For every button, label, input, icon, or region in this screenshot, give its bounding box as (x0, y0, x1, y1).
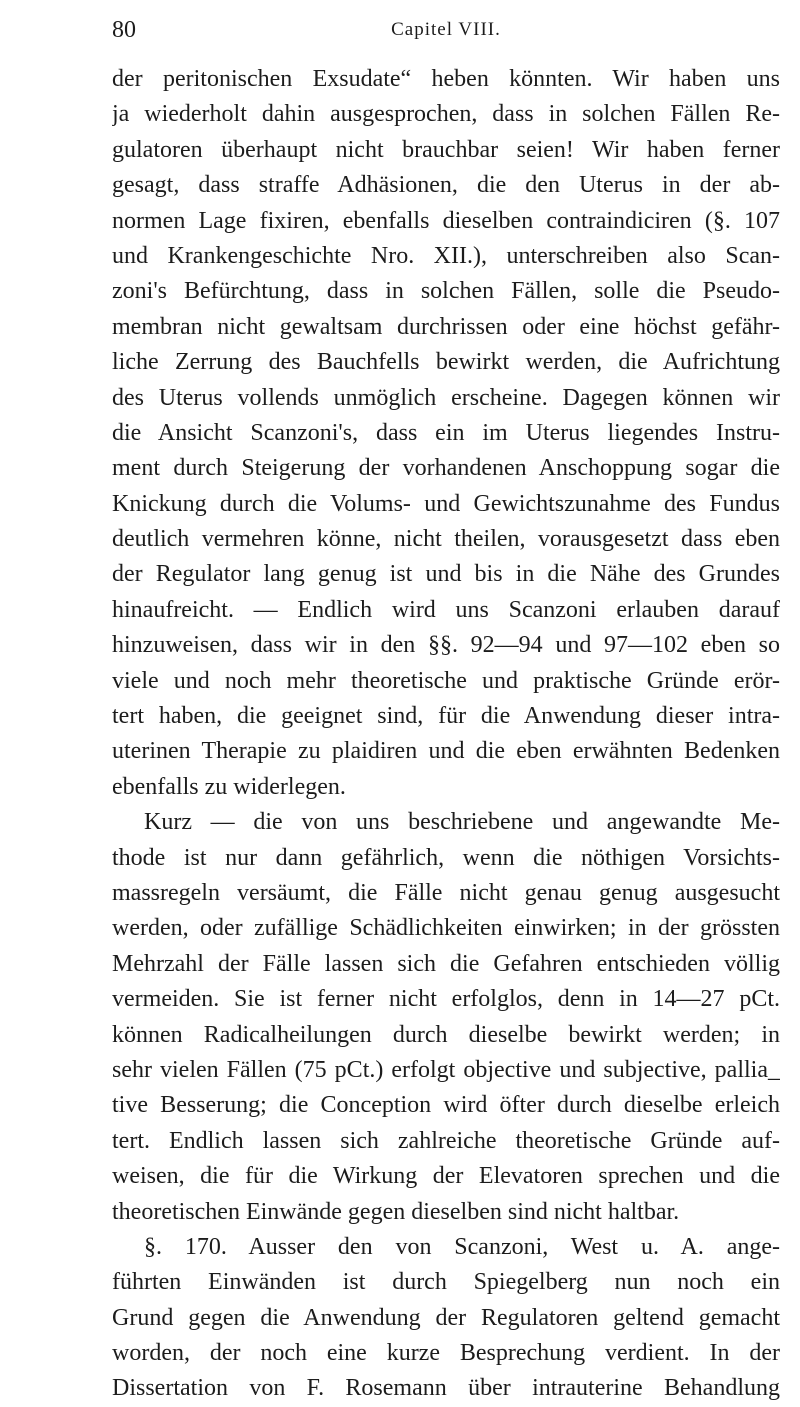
text-line: viele und noch mehr theoretische und praktische Gründe erör- (112, 667, 780, 694)
text-line: Grund gegen die Anwendung der Regulatoren geltend gemacht (112, 1304, 780, 1331)
text-line: Dissertation von F. Rosemann über intrauterine Behandlung (112, 1375, 780, 1402)
text-line: führten Einwänden ist durch Spiegelberg nun noch ein (112, 1269, 780, 1296)
text-line: membran nicht gewaltsam durchrissen oder eine höchst gefähr- (112, 313, 780, 340)
text-line: sehr vielen Fällen (75 pCt.) erfolgt objective und subjective, pallia_ (112, 1056, 780, 1083)
paragraph-start-line: §. 170. Ausser den von Scanzoni, West u. A. ange- (144, 1233, 780, 1260)
page-header (112, 10, 780, 50)
text-line: der Regulator lang genug ist und bis in die Nähe des Grundes (112, 561, 780, 588)
text-line: tive Besserung; die Conception wird öfter durch dieselbe erleich (112, 1092, 780, 1119)
text-line: tert haben, die geeignet sind, für die Anwendung dieser intra- (112, 703, 780, 730)
text-line: des Uterus vollends unmöglich erscheine. Dagegen können wir (112, 384, 780, 411)
text-line: Knickung durch die Volums- und Gewichtszunahme des Fundus (112, 490, 780, 517)
paragraph-end-line: ebenfalls zu widerlegen. (112, 773, 346, 800)
text-line: normen Lage fixiren, ebenfalls dieselben contraindiciren (§. 107 (112, 207, 780, 234)
text-line: uterinen Therapie zu plaidiren und die eben erwähnten Bedenken (112, 738, 780, 765)
running-head: Capitel VIII. (391, 19, 501, 40)
text-line: massregeln versäumt, die Fälle nicht genau genug ausgesucht (112, 879, 780, 906)
text-line: gulatoren überhaupt nicht brauchbar seien! Wir haben ferner (112, 136, 780, 163)
text-line: liche Zerrung des Bauchfells bewirkt werden, die Aufrichtung (112, 349, 780, 376)
text-line: thode ist nur dann gefährlich, wenn die nöthigen Vorsichts- (112, 844, 780, 871)
page-number: 80 (112, 17, 136, 43)
paragraph-start-line: Kurz — die von uns beschriebene und angewandte Me- (144, 809, 780, 836)
text-line: vermeiden. Sie ist ferner nicht erfolglos, denn in 14—27 pCt. (112, 986, 780, 1013)
text-line: und Krankengeschichte Nro. XII.), unterschreiben also Scan- (112, 242, 780, 269)
text-line: deutlich vermehren könne, nicht theilen, vorausgesetzt dass eben (112, 526, 780, 553)
paragraph-end-line: theoretischen Einwände gegen dieselben sind nicht haltbar. (112, 1198, 680, 1225)
text-line: gesagt, dass straffe Adhäsionen, die den Uterus in der ab- (112, 172, 780, 199)
body-text (112, 62, 780, 1407)
text-line: Mehrzahl der Fälle lassen sich die Gefahren entschieden völlig (112, 950, 780, 977)
text-line: hinaufreicht. — Endlich wird uns Scanzoni erlauben darauf (112, 596, 780, 623)
text-line: werden, oder zufällige Schädlichkeiten einwirken; in der grössten (112, 915, 780, 942)
text-line: die Ansicht Scanzoni's, dass ein im Uterus liegendes Instru- (112, 419, 780, 446)
text-line: hinzuweisen, dass wir in den §§. 92—94 und 97—102 eben so (112, 632, 780, 659)
text-line: der peritonischen Exsudate“ heben könnten. Wir haben uns (112, 66, 780, 92)
text-line: tert. Endlich lassen sich zahlreiche theoretische Gründe auf- (112, 1127, 780, 1154)
text-line: worden, der noch eine kurze Besprechung verdient. In der (112, 1340, 780, 1367)
text-line: können Radicalheilungen durch dieselbe bewirkt werden; in (112, 1021, 780, 1048)
text-line: ment durch Steigerung der vorhandenen Anschoppung sogar die (112, 455, 780, 482)
text-line: ja wiederholt dahin ausgesprochen, dass in solchen Fällen Re- (112, 101, 780, 128)
text-line: zoni's Befürchtung, dass in solchen Fällen, solle die Pseudo- (112, 278, 780, 305)
text-line: weisen, die für die Wirkung der Elevatoren sprechen und die (112, 1163, 780, 1190)
